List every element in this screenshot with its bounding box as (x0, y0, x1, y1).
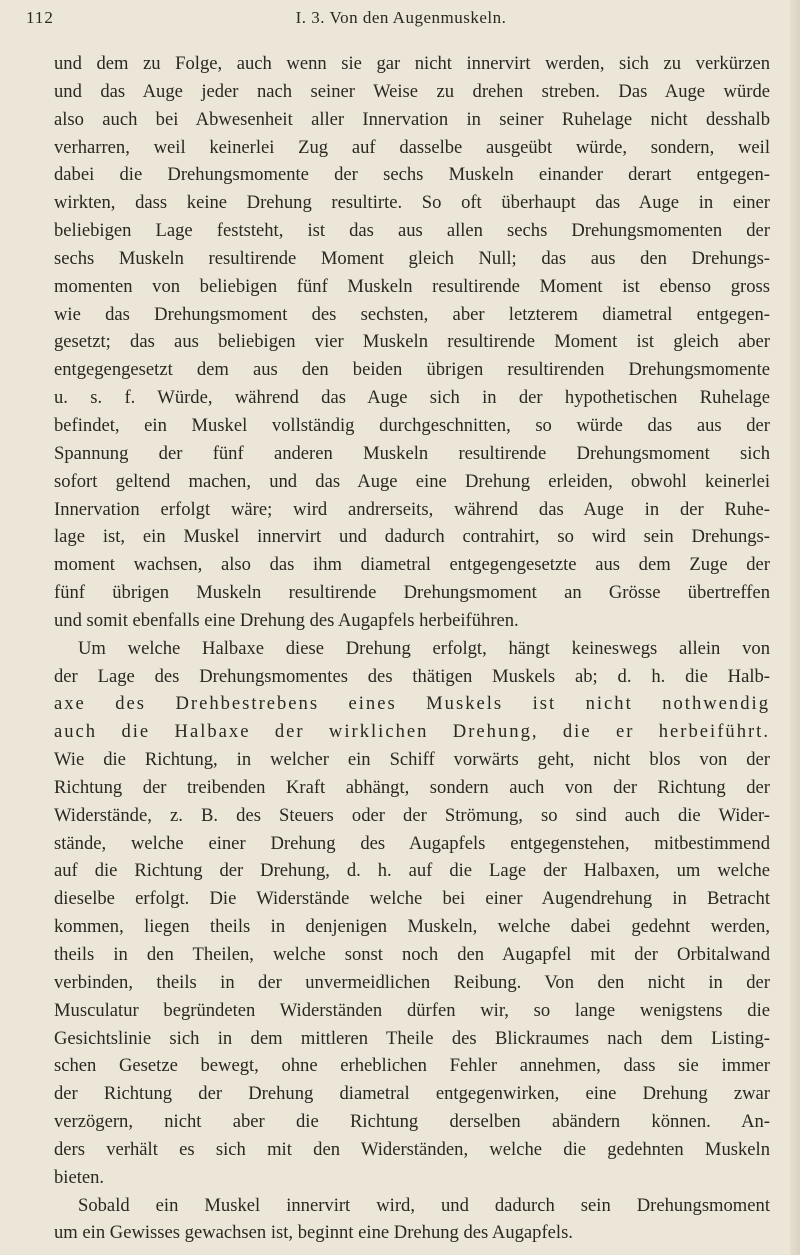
page-number: 112 (26, 8, 54, 27)
text-line: und somit ebenfalls eine Drehung des Augapfels herbeiführen. (54, 609, 519, 631)
text-line: theils in den Theilen, welche sonst noch den Augapfel mit der Orbitalwand (54, 944, 770, 965)
text-line: sofort geltend machen, und das Auge eine Drehung erleiden, obwohl keinerlei (54, 470, 770, 492)
text-line: Innervation erfolgt wäre; wird andrerseits, während das Auge in der Ruhe- (54, 498, 770, 520)
text-line: Widerstände, z. B. des Steuers oder der Strömung, so sind auch die Wider- (54, 804, 770, 826)
text-line: der Richtung der Drehung diametral entgegenwirken, eine Drehung zwar (54, 1083, 770, 1105)
text-line: verharren, weil keinerlei Zug auf dasselbe ausgeübt würde, sondern, weil (54, 136, 770, 158)
text-line: kommen, liegen theils in denjenigen Muskeln, welche dabei gedehnt werden, (54, 916, 770, 938)
text-line: auf die Richtung der Drehung, d. h. auf die Lage der Halbaxen, um welche (54, 860, 770, 882)
text-line: auch die Halbaxe der wirklichen Drehung, die er herbeiführt. (54, 721, 770, 743)
text-line: sechs Muskeln resultirende Moment gleich Null; das aus den Drehungs- (54, 247, 770, 269)
text-line: schen Gesetze bewegt, ohne erheblichen Fehler annehmen, dass sie immer (54, 1055, 770, 1077)
text-line: lage ist, ein Muskel innervirt und dadurch contrahirt, so wird sein Drehungs- (54, 526, 770, 548)
text-line: Spannung der fünf anderen Muskeln resultirende Drehungsmoment sich (54, 442, 770, 464)
page-edge-shadow (790, 0, 800, 1255)
text-line: und dem zu Folge, auch wenn sie gar nicht innervirt werden, sich zu verkürzen (54, 53, 770, 74)
text-line: wirkten, dass keine Drehung resultirte. So oft überhaupt das Auge in einer (54, 192, 770, 214)
text-line: dabei die Drehungsmomente der sechs Muskeln einander derart entgegen- (54, 164, 770, 186)
text-line: axe des Drehbestrebens eines Muskels ist nicht nothwendig (54, 693, 770, 715)
text-line: ders verhält es sich mit den Widerständen, welche die gedehnten Muskeln (54, 1138, 770, 1160)
text-line: verzögern, nicht aber die Richtung derselben abändern können. An- (54, 1111, 770, 1133)
text-line: Musculatur begründeten Widerständen dürfen wir, so lange wenigstens die (54, 999, 770, 1021)
text-line: also auch bei Abwesenheit aller Innervation in seiner Ruhelage nicht desshalb (54, 108, 770, 130)
body-text (54, 50, 770, 1247)
text-line: dieselbe erfolgt. Die Widerstände welche bei einer Augendrehung in Betracht (54, 888, 770, 910)
text-line: und das Auge jeder nach seiner Weise zu drehen streben. Das Auge würde (54, 80, 770, 102)
text-line: um ein Gewisses gewachsen ist, beginnt eine Drehung des Augapfels. (54, 1222, 573, 1244)
text-line: entgegengesetzt dem aus den beiden übrigen resultirenden Drehungsmomente (54, 359, 770, 381)
text-line: u. s. f. Würde, während das Auge sich in der hypothetischen Ruhelage (54, 387, 770, 409)
text-line: Sobald ein Muskel innervirt wird, und dadurch sein Drehungsmoment (78, 1194, 770, 1216)
text-line: beliebigen Lage feststeht, ist das aus allen sechs Drehungsmomenten der (54, 220, 770, 242)
page-header (26, 8, 776, 38)
running-title: I. 3. Von den Augenmuskeln. (295, 8, 507, 27)
text-line: verbinden, theils in der unvermeidlichen Reibung. Von den nicht in der (54, 971, 770, 993)
text-line: Um welche Halbaxe diese Drehung erfolgt, hängt keineswegs allein von (78, 637, 770, 659)
text-line: Richtung der treibenden Kraft abhängt, sondern auch von der Richtung der (54, 776, 770, 798)
text-line: Wie die Richtung, in welcher ein Schiff vorwärts geht, nicht blos von der (54, 749, 770, 771)
text-line: fünf übrigen Muskeln resultirende Drehungsmoment an Grösse übertreffen (54, 582, 770, 604)
text-line: wie das Drehungsmoment des sechsten, aber letzterem diametral entgegen- (54, 303, 770, 325)
text-line: bieten. (54, 1166, 105, 1188)
text-line: momenten von beliebigen fünf Muskeln resultirende Moment ist ebenso gross (54, 275, 770, 297)
text-line: der Lage des Drehungsmomentes des thätigen Muskels ab; d. h. die Halb- (54, 665, 770, 687)
text-line: stände, welche einer Drehung des Augapfels entgegenstehen, mitbestimmend (54, 832, 770, 854)
text-line: befindet, ein Muskel vollständig durchgeschnitten, so würde das aus der (54, 414, 770, 436)
text-line: gesetzt; das aus beliebigen vier Muskeln resultirende Moment ist gleich aber (54, 331, 770, 353)
text-line: moment wachsen, also das ihm diametral entgegengesetzte aus dem Zuge der (54, 554, 770, 576)
text-line: Gesichtslinie sich in dem mittleren Theile des Blickraumes nach dem Listing- (54, 1027, 770, 1049)
